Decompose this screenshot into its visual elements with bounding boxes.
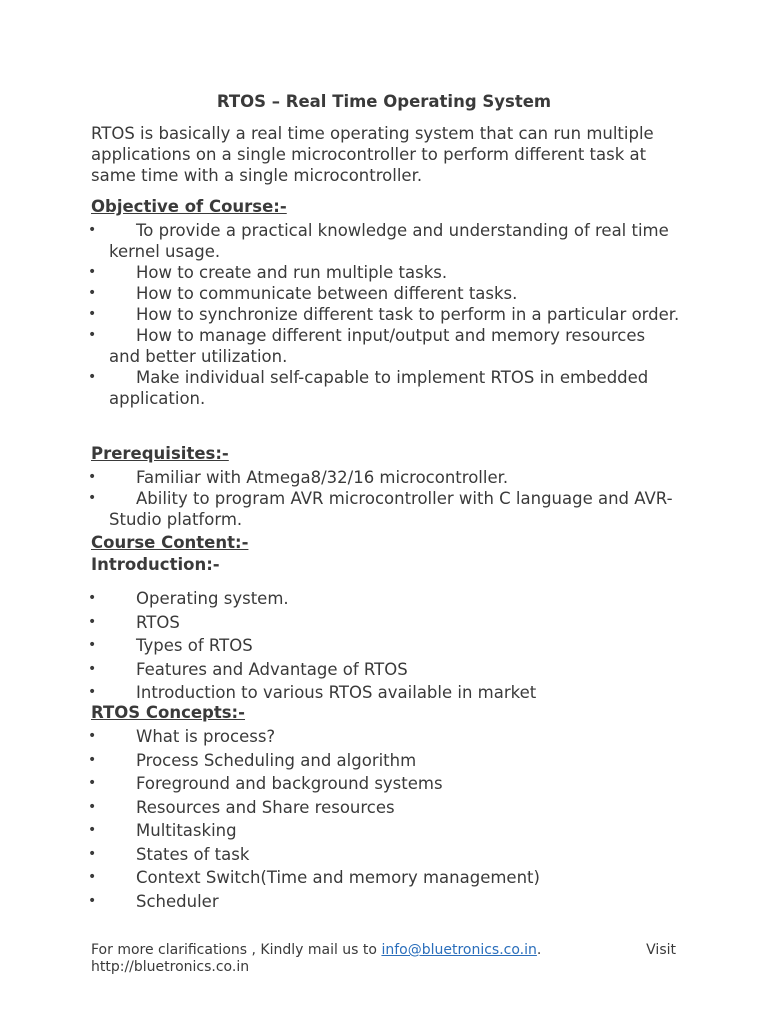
list-item (0, 749, 680, 773)
bullet-icon: • (88, 222, 97, 238)
page-title: RTOS – Real Time Operating System (216, 92, 552, 111)
list-item (0, 796, 680, 820)
introduction-heading: Introduction:- (91, 555, 220, 574)
list-item-text: How to create and run multiple tasks. (136, 263, 448, 282)
bullet-icon: • (88, 490, 97, 506)
bullet-icon: • (88, 751, 97, 768)
bullet-icon: • (88, 306, 97, 322)
list-item-text: Process Scheduling and algorithm (136, 750, 417, 770)
intro-paragraph: RTOS is basically a real time operating system that can run multiple applications on a single microcontroller to perform different task at same time with a single microcontroller. (91, 124, 654, 185)
bullet-icon: • (88, 613, 97, 630)
footer-text: For more clarifications , Kindly mail us to (91, 942, 377, 958)
list-item (0, 587, 680, 611)
list-item (0, 725, 680, 749)
rtos-concepts-list (0, 725, 680, 913)
list-item (0, 819, 680, 843)
list-item (0, 634, 680, 658)
list-item-text: How to manage different input/output and memory resources and better utilization. (109, 326, 646, 366)
list-item (0, 220, 680, 262)
bullet-icon: • (88, 822, 97, 838)
list-item-text: Ability to program AVR microcontroller with C language and AVR-Studio platform. (109, 489, 673, 529)
footer-visit: Visit (646, 942, 676, 958)
list-item-text: To provide a practical knowledge and understanding of real time kernel usage. (109, 221, 669, 261)
list-item (0, 843, 680, 867)
bullet-icon: • (88, 660, 97, 677)
footer (91, 942, 676, 976)
list-item (0, 367, 680, 409)
list-item-text: States of task (136, 844, 250, 864)
list-item (0, 467, 680, 488)
list-item (0, 890, 680, 914)
list-item-text: Introduction to various RTOS available in market (136, 683, 537, 702)
list-item-text: Features and Advantage of RTOS (136, 659, 408, 679)
bullet-icon: • (88, 637, 97, 653)
list-item (0, 772, 680, 796)
bullet-icon: • (88, 728, 97, 744)
footer-email-link[interactable]: info@bluetronics.co.in (381, 942, 537, 958)
list-item-text: Scheduler (136, 891, 219, 911)
list-item (0, 611, 680, 635)
bullet-icon: • (88, 684, 97, 700)
list-item-text: Multitasking (136, 821, 237, 840)
list-item-text: Make individual self-capable to implement RTOS in embedded application. (109, 368, 649, 408)
list-item (0, 488, 680, 530)
list-item-text: Types of RTOS (136, 636, 253, 655)
list-item-text: What is process? (136, 727, 276, 746)
course-content-heading: Course Content:- (91, 533, 249, 552)
list-item-text: Familiar with Atmega8/32/16 microcontroller. (136, 468, 509, 487)
list-item-text: Operating system. (136, 589, 289, 608)
bullet-icon: • (88, 327, 97, 343)
prerequisites-list (0, 467, 680, 530)
objective-list (0, 220, 680, 409)
list-item (0, 658, 680, 682)
bullet-icon: • (88, 469, 97, 485)
prerequisites-heading: Prerequisites:- (91, 444, 229, 463)
bullet-icon: • (88, 590, 97, 606)
bullet-icon: • (88, 264, 97, 280)
list-item (0, 681, 680, 705)
list-item-text: Foreground and background systems (136, 774, 443, 793)
list-item-text: How to communicate between different tasks. (136, 284, 518, 303)
list-item (0, 866, 680, 890)
bullet-icon: • (88, 892, 97, 909)
rtos-concepts-heading: RTOS Concepts:- (91, 703, 246, 722)
list-item-text: Context Switch(Time and memory management) (136, 868, 540, 887)
list-item (0, 262, 680, 283)
bullet-icon: • (88, 285, 97, 301)
footer-period: . (536, 942, 542, 958)
bullet-icon: • (88, 869, 97, 885)
bullet-icon: • (88, 775, 97, 791)
list-item-text: Resources and Share resources (136, 797, 395, 817)
list-item (0, 304, 680, 325)
bullet-icon: • (88, 369, 97, 385)
bullet-icon: • (88, 845, 97, 862)
introduction-list (0, 587, 680, 705)
list-item (0, 283, 680, 304)
bullet-icon: • (88, 798, 97, 815)
list-item-text: RTOS (136, 612, 180, 632)
list-item-text: How to synchronize different task to perform in a particular order. (136, 305, 680, 324)
objective-heading: Objective of Course:- (91, 197, 287, 216)
list-item (0, 325, 680, 367)
footer-url: http://bluetronics.co.in (91, 959, 250, 975)
